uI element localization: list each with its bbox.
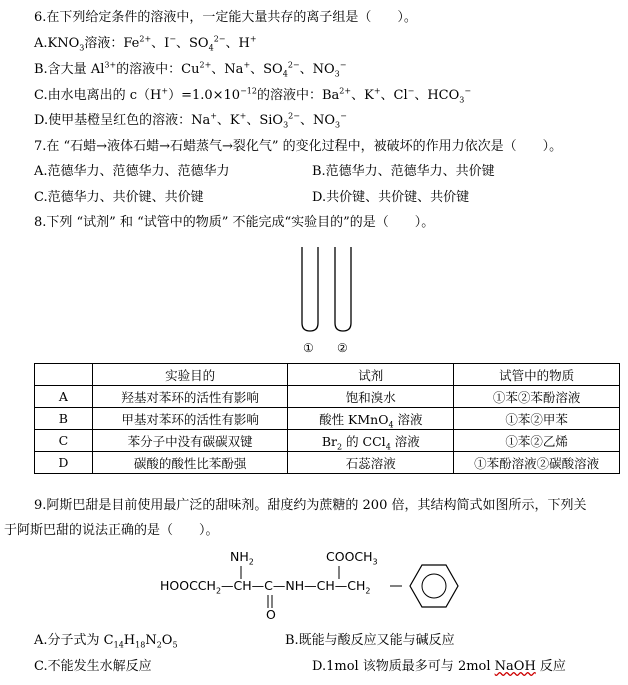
table-row <box>35 430 620 452</box>
tube-label-2: ② <box>337 341 348 355</box>
table-cell: 甲基对苯环的活性有影响 <box>92 408 288 430</box>
q9-stem-line1: 9.阿斯巴甜是目前使用最广泛的甜味剂。甜度约为蔗糖的 200 倍，其结构简式如图所示，下列关 <box>34 498 587 513</box>
q8-table <box>34 363 620 474</box>
q6-option-c: C.由水电离出的 $c(H^+)=1.0\times 10^{-12}$的溶液中：$Ba^{2+}$、K+、Cl−、$HCO_3^-$ <box>34 86 472 105</box>
main-chain: $HOOCCH_2—CH—C—NH—CH—CH_2$ <box>160 578 371 596</box>
table-header: 试剂 <box>288 364 454 386</box>
table-cell: ①苯酚溶液②碳酸溶液 <box>454 452 620 474</box>
table-header <box>35 364 93 386</box>
q7-option-c: C.范德华力、共价键、共价键 <box>34 190 204 205</box>
table-cell: ①苯②乙烯 <box>454 430 620 452</box>
tube-label-1: ① <box>303 341 314 355</box>
q9-option-b: B.既能与酸反应又能与碱反应 <box>285 633 455 648</box>
cooch3-group: $COOCH_3$ <box>326 549 378 567</box>
table-cell: 碳酸的酸性比苯酚强 <box>92 452 288 474</box>
carbonyl-oxygen: O <box>266 607 276 622</box>
bond-lines <box>150 545 480 627</box>
table-cell: 石蕊溶液 <box>288 452 454 474</box>
q7-option-a: A.范德华力、范德华力、范德华力 <box>34 164 230 179</box>
table-row <box>35 452 620 474</box>
table-cell: C <box>35 430 93 452</box>
q7-option-d: D.共价键、共价键、共价键 <box>312 190 470 205</box>
table-cell: D <box>35 452 93 474</box>
table-header: 试管中的物质 <box>454 364 620 386</box>
table-header: 实验目的 <box>92 364 288 386</box>
test-tubes-figure <box>295 243 365 358</box>
table-cell: ①苯②甲苯 <box>454 408 620 430</box>
table-cell: 酸性 KMnO$_4$ 溶液 <box>288 408 454 430</box>
q7-stem: 7.在 “石蜡→液体石蜡→石蜡蒸气→裂化气” 的变化过程中，被破坏的作用力依次是（ ）。 <box>34 139 563 154</box>
table-cell: B <box>35 408 93 430</box>
q6-option-a: $A.KNO_3$溶液：$Fe^{2+}$、I−、$SO_4^{2-}$、H+ <box>34 34 257 53</box>
table-header-row <box>35 364 620 386</box>
q9-option-d: D.1mol 该物质最多可与 2mol NaOH 反应 <box>312 659 566 674</box>
q6-stem: 6.在下列给定条件的溶液中，一定能大量共存的离子组是（ ）。 <box>34 10 417 25</box>
test-tube-icon <box>295 243 365 335</box>
q7-option-b: B.范德华力、范德华力、共价键 <box>312 164 495 179</box>
table-row <box>35 386 620 408</box>
table-cell: 苯分子中没有碳碳双键 <box>92 430 288 452</box>
table-row <box>35 408 620 430</box>
table-cell: 饱和溴水 <box>288 386 454 408</box>
q9-option-c: C.不能发生水解反应 <box>34 659 152 674</box>
table-cell: A <box>35 386 93 408</box>
aspartame-structure <box>150 545 480 627</box>
nh2-group: $NH_2$ <box>230 549 254 567</box>
q9-stem-line2: 于阿斯巴甜的说法正确的是（ ）。 <box>4 523 219 538</box>
q9-option-a: A.分子式为 $C_{14}H_{18}N_2O_5$ <box>34 633 178 650</box>
table-cell: 羟基对苯环的活性有影响 <box>92 386 288 408</box>
q6-option-b: B.含大量 $Al^{3+}$的溶液中：$Cu^{2+}$、Na+、$SO_4^{2-}$、$NO_3^-$ <box>34 60 347 79</box>
table-cell: ①苯②苯酚溶液 <box>454 386 620 408</box>
table-cell: $Br_2$ 的 CCl$_4$ 溶液 <box>288 430 454 452</box>
q6-option-d: D.使甲基橙呈红色的溶液：Na+、K+、SiO$_3^{2-}$、$NO_3^-$ <box>34 111 347 130</box>
q8-stem: 8.下列 “试剂” 和 “试管中的物质” 不能完成“实验目的”的是（ ）。 <box>34 215 435 230</box>
